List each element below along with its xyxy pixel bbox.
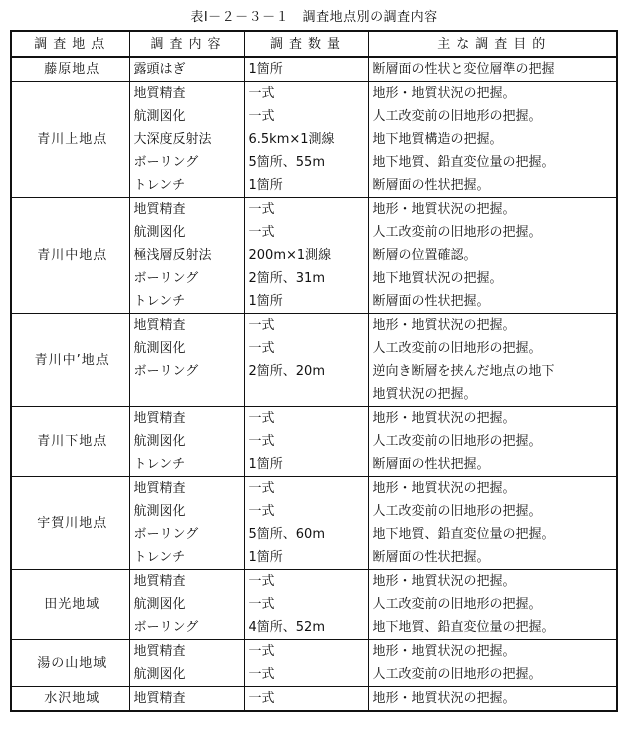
survey-table	[10, 30, 618, 712]
survey-item-cell: 地質精査	[129, 687, 244, 712]
purpose-cell: 地形・地質状況の把握。	[368, 407, 617, 431]
quantity-cell: 2箇所、31m	[244, 267, 368, 290]
header-location: 調査地点	[11, 31, 129, 57]
purpose-cell: 人工改変前の旧地形の把握。	[368, 500, 617, 523]
quantity-cell: 1箇所	[244, 453, 368, 477]
quantity-cell: 一式	[244, 640, 368, 664]
quantity-cell: 一式	[244, 314, 368, 338]
purpose-cell: 地質状況の把握。	[368, 383, 617, 407]
purpose-cell: 地形・地質状況の把握。	[368, 314, 617, 338]
purpose-cell: 地形・地質状況の把握。	[368, 82, 617, 106]
location-cell: 宇賀川地点	[11, 477, 129, 570]
quantity-cell: 200m×1測線	[244, 244, 368, 267]
quantity-cell: 一式	[244, 198, 368, 222]
survey-item-cell: 地質精査	[129, 82, 244, 106]
purpose-cell: 地形・地質状況の把握。	[368, 198, 617, 222]
quantity-cell: 一式	[244, 337, 368, 360]
purpose-cell: 地形・地質状況の把握。	[368, 687, 617, 712]
quantity-cell: 1箇所	[244, 290, 368, 314]
quantity-cell: 2箇所、20m	[244, 360, 368, 383]
survey-item-cell: トレンチ	[129, 174, 244, 198]
survey-item-cell: 地質精査	[129, 640, 244, 664]
quantity-cell: 一式	[244, 221, 368, 244]
purpose-cell: 断層面の性状把握。	[368, 546, 617, 570]
purpose-cell: 人工改変前の旧地形の把握。	[368, 337, 617, 360]
quantity-cell: 一式	[244, 687, 368, 712]
purpose-cell: 地形・地質状況の把握。	[368, 570, 617, 594]
survey-item-cell: 航測図化	[129, 430, 244, 453]
quantity-cell: 一式	[244, 570, 368, 594]
purpose-cell: 人工改変前の旧地形の把握。	[368, 663, 617, 687]
survey-item-cell: 地質精査	[129, 198, 244, 222]
survey-item-cell: 地質精査	[129, 407, 244, 431]
survey-item-cell: トレンチ	[129, 546, 244, 570]
quantity-cell	[244, 383, 368, 407]
purpose-cell: 地下地質、鉛直変位量の把握。	[368, 616, 617, 640]
quantity-cell: 5箇所、55m	[244, 151, 368, 174]
quantity-cell: 一式	[244, 430, 368, 453]
survey-item-cell: 極浅層反射法	[129, 244, 244, 267]
quantity-cell: 一式	[244, 105, 368, 128]
purpose-cell: 地形・地質状況の把握。	[368, 640, 617, 664]
table-row	[11, 82, 617, 106]
header-survey-item: 調査内容	[129, 31, 244, 57]
location-cell: 青川上地点	[11, 82, 129, 198]
survey-item-cell	[129, 383, 244, 407]
location-cell: 田光地域	[11, 570, 129, 640]
survey-item-cell: 航測図化	[129, 105, 244, 128]
quantity-cell: 6.5km×1測線	[244, 128, 368, 151]
table-caption: 表Ⅰ－２－３－１ 調査地点別の調査内容	[190, 10, 438, 25]
purpose-cell: 地下地質構造の把握。	[368, 128, 617, 151]
quantity-cell: 4箇所、52m	[244, 616, 368, 640]
survey-item-cell: 航測図化	[129, 221, 244, 244]
location-cell: 水沢地域	[11, 687, 129, 712]
table-row	[11, 57, 617, 82]
purpose-cell: 地下地質、鉛直変位量の把握。	[368, 523, 617, 546]
location-cell: 青川下地点	[11, 407, 129, 477]
location-cell: 青川中’地点	[11, 314, 129, 407]
table-row	[11, 640, 617, 664]
header-purpose: 主な調査目的	[368, 31, 617, 57]
location-cell: 青川中地点	[11, 198, 129, 314]
survey-item-cell: ボーリング	[129, 360, 244, 383]
survey-item-cell: 露頭はぎ	[129, 57, 244, 82]
survey-item-cell: 航測図化	[129, 663, 244, 687]
purpose-cell: 逆向き断層を挟んだ地点の地下	[368, 360, 617, 383]
purpose-cell: 人工改変前の旧地形の把握。	[368, 593, 617, 616]
purpose-cell: 断層の位置確認。	[368, 244, 617, 267]
survey-item-cell: ボーリング	[129, 523, 244, 546]
table-row	[11, 198, 617, 222]
table-row	[11, 687, 617, 712]
survey-item-cell: 大深度反射法	[129, 128, 244, 151]
quantity-cell: 1箇所	[244, 174, 368, 198]
survey-item-cell: ボーリング	[129, 151, 244, 174]
survey-item-cell: 航測図化	[129, 500, 244, 523]
survey-item-cell: 航測図化	[129, 593, 244, 616]
quantity-cell: 一式	[244, 593, 368, 616]
quantity-cell: 1箇所	[244, 57, 368, 82]
purpose-cell: 断層面の性状把握。	[368, 174, 617, 198]
table-row	[11, 477, 617, 501]
table-row	[11, 407, 617, 431]
quantity-cell: 一式	[244, 407, 368, 431]
purpose-cell: 地下地質状況の把握。	[368, 267, 617, 290]
purpose-cell: 断層面の性状把握。	[368, 290, 617, 314]
quantity-cell: 一式	[244, 500, 368, 523]
quantity-cell: 一式	[244, 477, 368, 501]
location-cell: 湯の山地域	[11, 640, 129, 687]
purpose-cell: 断層面の性状把握。	[368, 453, 617, 477]
survey-item-cell: トレンチ	[129, 453, 244, 477]
purpose-cell: 人工改変前の旧地形の把握。	[368, 430, 617, 453]
purpose-cell: 断層面の性状と変位層準の把握	[368, 57, 617, 82]
quantity-cell: 一式	[244, 82, 368, 106]
survey-item-cell: 地質精査	[129, 570, 244, 594]
survey-item-cell: 地質精査	[129, 314, 244, 338]
header-quantity: 調査数量	[244, 31, 368, 57]
table-body	[11, 57, 617, 711]
location-cell: 藤原地点	[11, 57, 129, 82]
survey-item-cell: ボーリング	[129, 267, 244, 290]
survey-item-cell: 航測図化	[129, 337, 244, 360]
quantity-cell: 5箇所、60m	[244, 523, 368, 546]
quantity-cell: 一式	[244, 663, 368, 687]
survey-item-cell: ボーリング	[129, 616, 244, 640]
purpose-cell: 人工改変前の旧地形の把握。	[368, 221, 617, 244]
purpose-cell: 地下地質、鉛直変位量の把握。	[368, 151, 617, 174]
header-row	[11, 31, 617, 57]
table-row	[11, 314, 617, 338]
table-row	[11, 570, 617, 594]
survey-item-cell: トレンチ	[129, 290, 244, 314]
quantity-cell: 1箇所	[244, 546, 368, 570]
purpose-cell: 人工改変前の旧地形の把握。	[368, 105, 617, 128]
survey-item-cell: 地質精査	[129, 477, 244, 501]
purpose-cell: 地形・地質状況の把握。	[368, 477, 617, 501]
